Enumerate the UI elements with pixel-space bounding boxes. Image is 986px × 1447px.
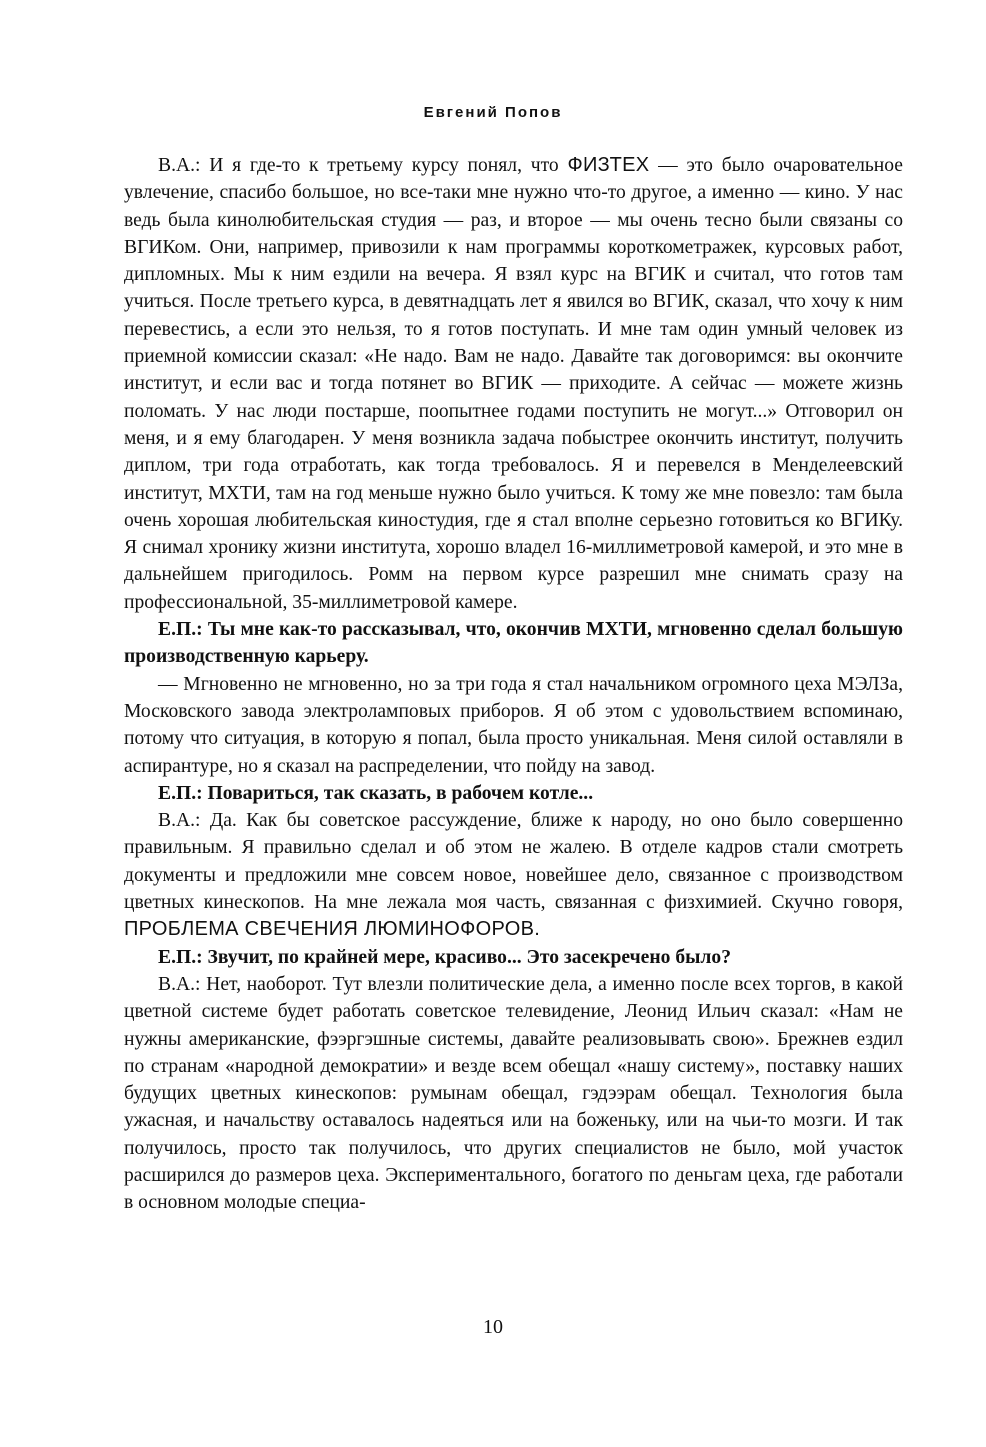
text-segment: И я где-то к третьему курсу понял, что <box>200 155 568 176</box>
speaker-label: В.А.: <box>158 810 201 832</box>
interviewer-question <box>124 780 903 807</box>
caps-text-segment: ПРОБЛЕМА СВЕЧЕНИЯ ЛЮМИНОФОРОВ. <box>124 918 541 941</box>
page-number: 10 <box>483 1316 503 1338</box>
answer-paragraph <box>124 152 903 616</box>
speaker-label: Е.П.: <box>158 782 203 804</box>
answer-paragraph <box>124 807 903 943</box>
text-segment: Ты мне как-то рассказывал, что, окончив МХТИ, мгновенно сделал большую производственную карьеру. <box>124 619 903 668</box>
text-segment: Да. Как бы советское рассуждение, ближе к народу, но оно было совершенно правильным. Я правильно сделал и об этом не жалею. В отделе кадров стали смотреть документы и предложили мне совсем новое, новейшее дело, связанное с производством цветных кинескопов. На мне лежала моя часть, связанная с физхимией. Скучно говоря, <box>124 810 903 914</box>
interviewer-question <box>124 616 903 671</box>
text-segment: Нет, наоборот. Тут влезли политические дела, а именно после всех торгов, в какой цветной системе будет работать советское телевидение, Леонид Ильич сказал: «Нам не нужны американские, фээргэшные системы, давайте реализовывать свою». Брежнев ездил по странам «народной демократии» и везде всем обещал «нашу систему», поставку наших будущих цветных кинескопов: румынам обещал, гэдээрам обещал. Технология была ужасная, и начальству оставалось надеяться или на боженьку, или на чьи-то мозги. И так получилось, просто так получилось, что других специалистов не было, мой участок расширился до размеров цеха. Экспериментального, богатого по деньгам цеха, где работали в основном молодые специа- <box>124 973 903 1214</box>
body-text <box>124 152 903 1217</box>
speaker-label: Е.П.: <box>158 946 203 968</box>
speaker-label: В.А.: <box>158 155 201 176</box>
speaker-label: Е.П.: <box>158 619 203 641</box>
speaker-label: В.А.: <box>158 973 201 995</box>
text-segment: Звучит, по крайней мере, красиво... Это засекречено было? <box>202 946 732 968</box>
answer-paragraph <box>124 671 903 780</box>
text-segment: — это было очаровательное увлечение, спасибо большое, но все-таки мне нужно что-то другое, а именно — кино. У нас ведь была кинолюбительская студия — раз, и второе — мы очень тесно были связаны со ВГИКом. Они, например, привозили к нам программы короткометражек, курсовых работ, дипломных. Мы к ним ездили на вечера. Я взял курс на ВГИК и считал, что готов там учиться. После третьего курса, в девятнадцать лет я явился во ВГИК, сказал, что хочу к ним перевестись, а если это нельзя, то я готов поступать. И мне там один умный человек из приемной комиссии сказал: «Не надо. Вам не надо. Давайте так договоримся: вы окончите институт, и если вас и тогда потянет во ВГИК — приходите. А сейчас — можете жизнь поломать. У нас люди постарше, поопытнее годами поступить не могут...» Отговорил он меня, и я ему благодарен. У меня возникла задача побыстрее окончить институт, получить диплом, три года отработать, как тогда требовалось. Я и перевелся в Менделеевский институт, МХТИ, там на год меньше нужно было учиться. К тому же мне повезло: там была очень хорошая любительская киностудия, где я стал вполне серьезно готовиться ко ВГИКу. Я снимал хронику жизни института, хорошо владел 16-миллиметровой камерой, и это мне в дальнейшем пригодилось. Ромм на первом курсе разрешил мне снимать сразу на профессиональной, 35-миллиметровой камере. <box>124 155 904 613</box>
interviewer-question <box>124 944 903 971</box>
caps-text-segment: ФИЗТЕХ <box>567 154 650 176</box>
running-header-author: Евгений Попов <box>423 104 563 121</box>
answer-paragraph <box>124 971 903 1217</box>
text-segment: — Мгновенно не мгновенно, но за три года я стал начальником огромного цеха МЭЛЗа, Московского завода электроламповых приборов. Я об этом с удовольствием вспоминаю, потому что ситуация, в которую я попал, была просто уникальная. Меня силой оставляли в аспирантуре, но я сказал на распределении, что пойду на завод. <box>124 673 903 777</box>
text-segment: Повариться, так сказать, в рабочем котле... <box>202 782 594 804</box>
